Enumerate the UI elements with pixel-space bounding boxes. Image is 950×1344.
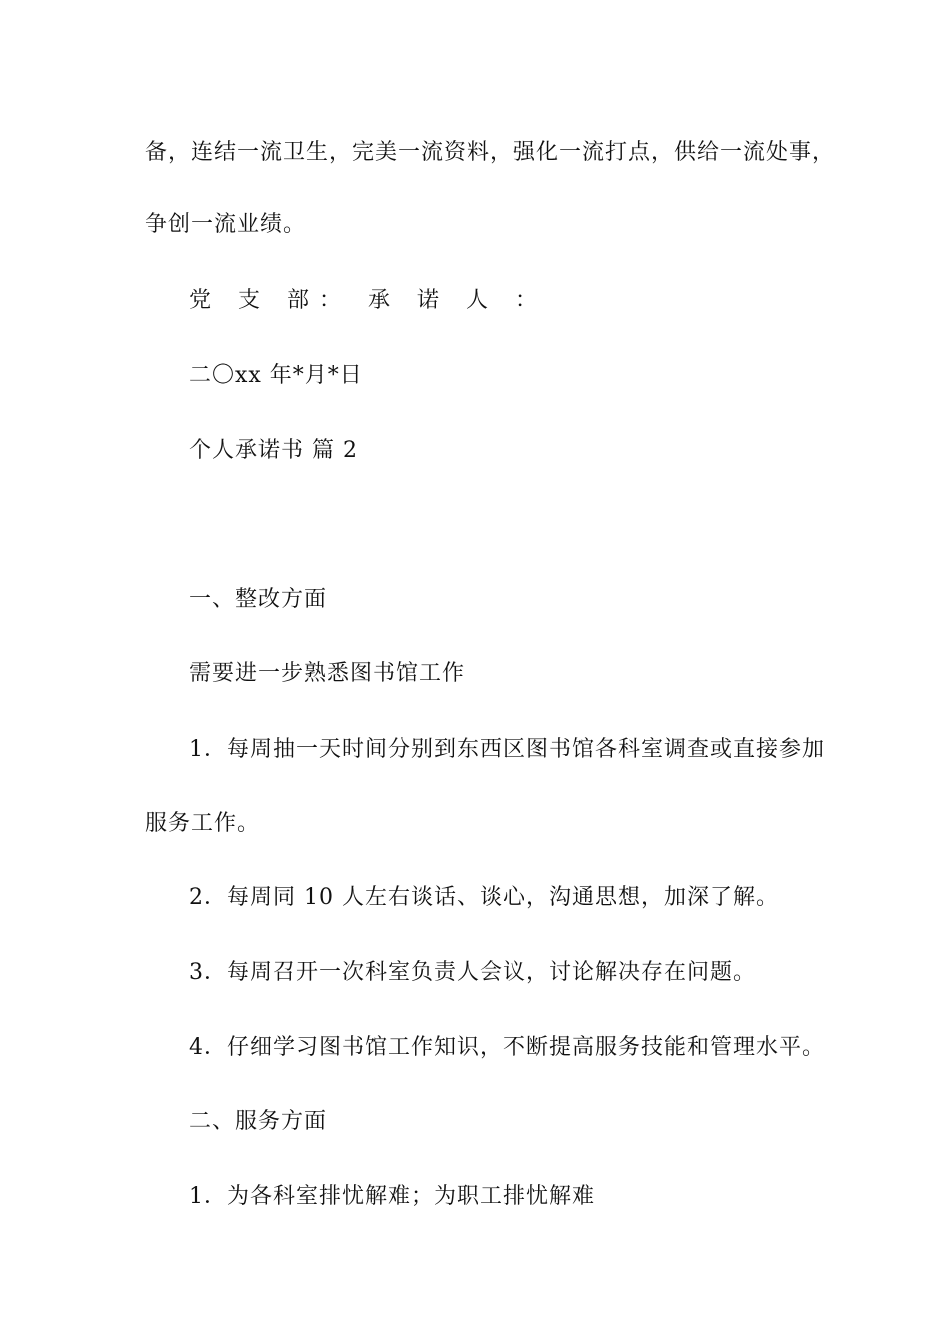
paragraph-line: 争创一流业绩。 <box>145 212 307 237</box>
paragraph-line: 备，连结一流卫生，完美一流资料，强化一流打点，供给一流处事， <box>145 140 836 165</box>
date-line: 二〇xx 年*月*日 <box>189 363 363 388</box>
heading-service: 二、服务方面 <box>189 1109 328 1134</box>
list-item: 2．每周同 10 人左右谈话、谈心，沟通思想，加深了解。 <box>189 885 779 910</box>
list-item-continuation: 服务工作。 <box>145 811 261 836</box>
list-item: 3．每周召开一次科室负责人会议，讨论解决存在问题。 <box>189 960 756 985</box>
paragraph-line: 需要进一步熟悉图书馆工作 <box>189 661 466 686</box>
list-item: 4．仔细学习图书馆工作知识，不断提高服务技能和管理水平。 <box>189 1035 825 1060</box>
section-title: 个人承诺书 篇 2 <box>189 438 358 463</box>
signature-line: 党 支 部： 承 诺 人 ： <box>189 288 547 313</box>
heading-rectification: 一、整改方面 <box>189 587 328 612</box>
list-item: 1．为各科室排忧解难；为职工排忧解难 <box>189 1184 595 1209</box>
list-item: 1．每周抽一天时间分别到东西区图书馆各科室调查或直接参加 <box>189 737 825 762</box>
